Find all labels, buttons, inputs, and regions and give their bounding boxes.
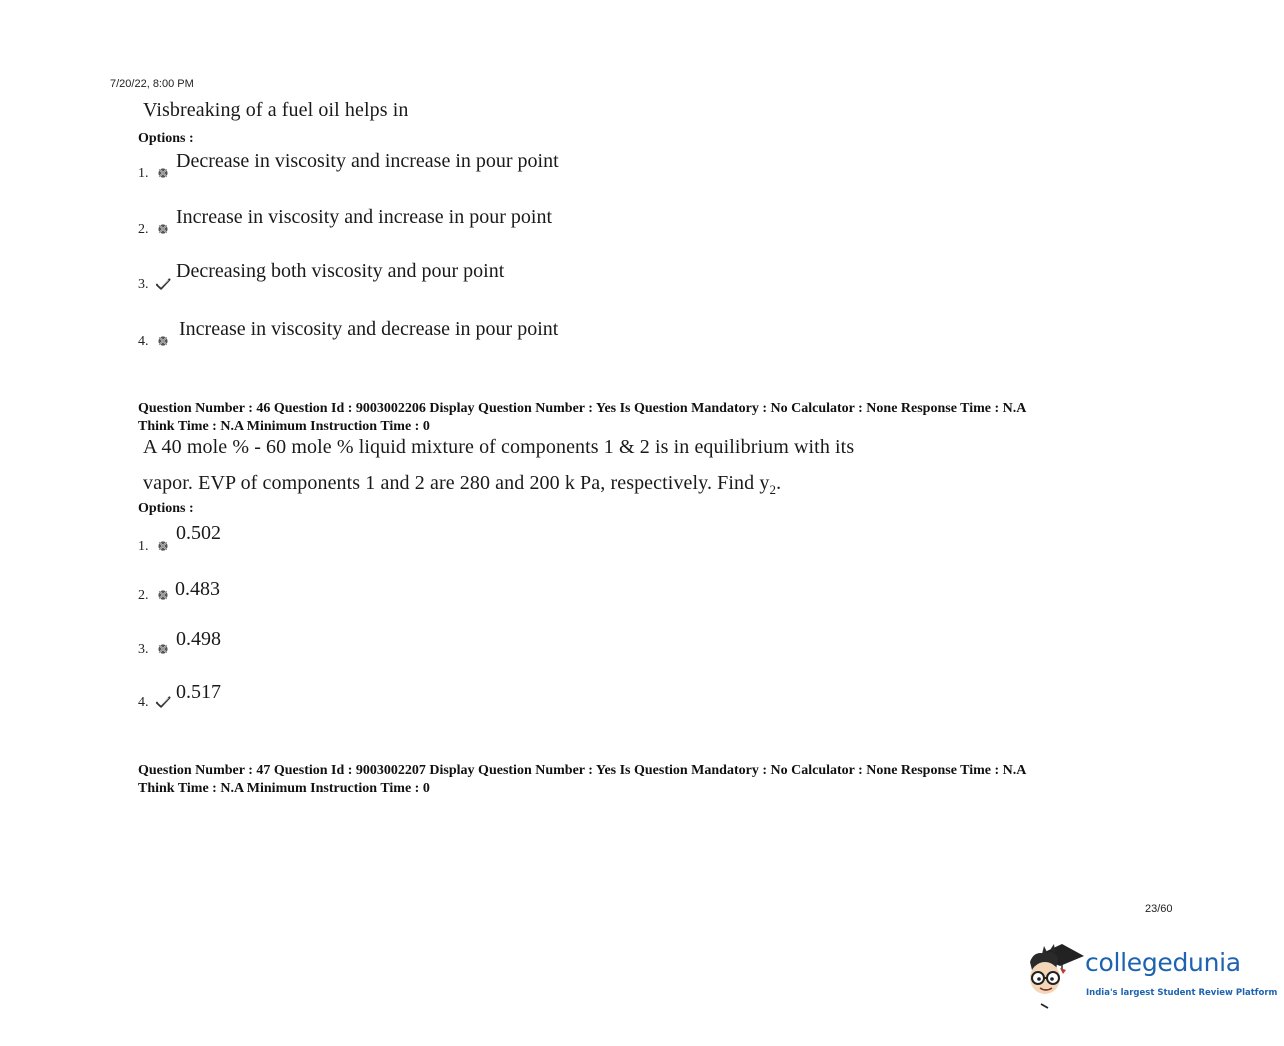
cross-icon (155, 165, 171, 181)
option-number: 1. (138, 166, 149, 181)
cross-icon (155, 538, 171, 554)
page-number: 23/60 (1145, 903, 1173, 915)
question-45-option-3 (138, 259, 1038, 293)
option-number: 3. (138, 277, 149, 292)
option-text: 0.517 (176, 681, 221, 703)
question-46-option-2 (138, 570, 1038, 604)
question-46-meta (138, 400, 1148, 435)
question-45-option-2 (138, 204, 1038, 238)
question-45-option-1 (138, 148, 1038, 182)
question-47-meta-line-1: Question Number : 47 Question Id : 9003002207 Display Question Number : Yes Is Question Mandatory : No Calculator : None Response Time : N.A (138, 763, 1027, 778)
question-46-meta-line-1: Question Number : 46 Question Id : 9003002206 Display Question Number : Yes Is Question Mandatory : No Calculator : None Response Time : N.A (138, 401, 1027, 416)
cross-icon (155, 587, 171, 603)
option-text: 0.502 (176, 522, 221, 544)
option-text: Decrease in viscosity and increase in pour point (176, 150, 559, 172)
subscript: 2 (769, 482, 777, 497)
question-45-option-4 (138, 316, 1038, 350)
question-46-option-4 (138, 677, 1038, 711)
option-text: 0.498 (176, 628, 221, 650)
question-46-option-3 (138, 624, 1038, 658)
option-number: 4. (138, 334, 149, 349)
question-47-meta (138, 762, 1148, 797)
question-46-meta-line-2: Think Time : N.A Minimum Instruction Time : 0 (138, 418, 430, 434)
question-46-options-label: Options : (138, 501, 194, 516)
option-number: 4. (138, 695, 149, 710)
option-text: Increase in viscosity and decrease in pour point (179, 318, 559, 340)
logo-brand-text: collegedunia (1085, 948, 1241, 977)
option-number: 2. (138, 222, 149, 237)
question-46-text-line-1: A 40 mole % - 60 mole % liquid mixture of components 1 & 2 is in equilibrium with its (143, 436, 855, 458)
logo-tagline: India's largest Student Review Platform (1086, 988, 1278, 998)
question-46-text-line-2-main: vapor. EVP of components 1 and 2 are 280 and 200 k Pa, respectively. Find y (143, 472, 770, 494)
print-timestamp: 7/20/22, 8:00 PM (110, 78, 194, 90)
cross-icon (155, 333, 171, 349)
question-47-meta-line-2: Think Time : N.A Minimum Instruction Time : 0 (138, 780, 430, 796)
collegedunia-logo (1022, 940, 1278, 1010)
option-text: Decreasing both viscosity and pour point (176, 260, 505, 282)
cross-icon (155, 221, 171, 237)
option-text: 0.483 (175, 578, 220, 600)
check-icon (155, 694, 171, 710)
check-icon (155, 276, 171, 292)
option-number: 2. (138, 588, 149, 603)
cross-icon (155, 641, 171, 657)
option-number: 1. (138, 539, 149, 554)
question-46-text-line-2 (143, 472, 781, 498)
option-number: 3. (138, 642, 149, 657)
option-text: Increase in viscosity and increase in pour point (176, 206, 552, 228)
mascot-icon (1022, 940, 1086, 1010)
period: . (776, 472, 782, 494)
question-46-option-1 (138, 521, 1038, 555)
question-45-text: Visbreaking of a fuel oil helps in (143, 99, 409, 121)
question-45-options-label: Options : (138, 131, 194, 146)
